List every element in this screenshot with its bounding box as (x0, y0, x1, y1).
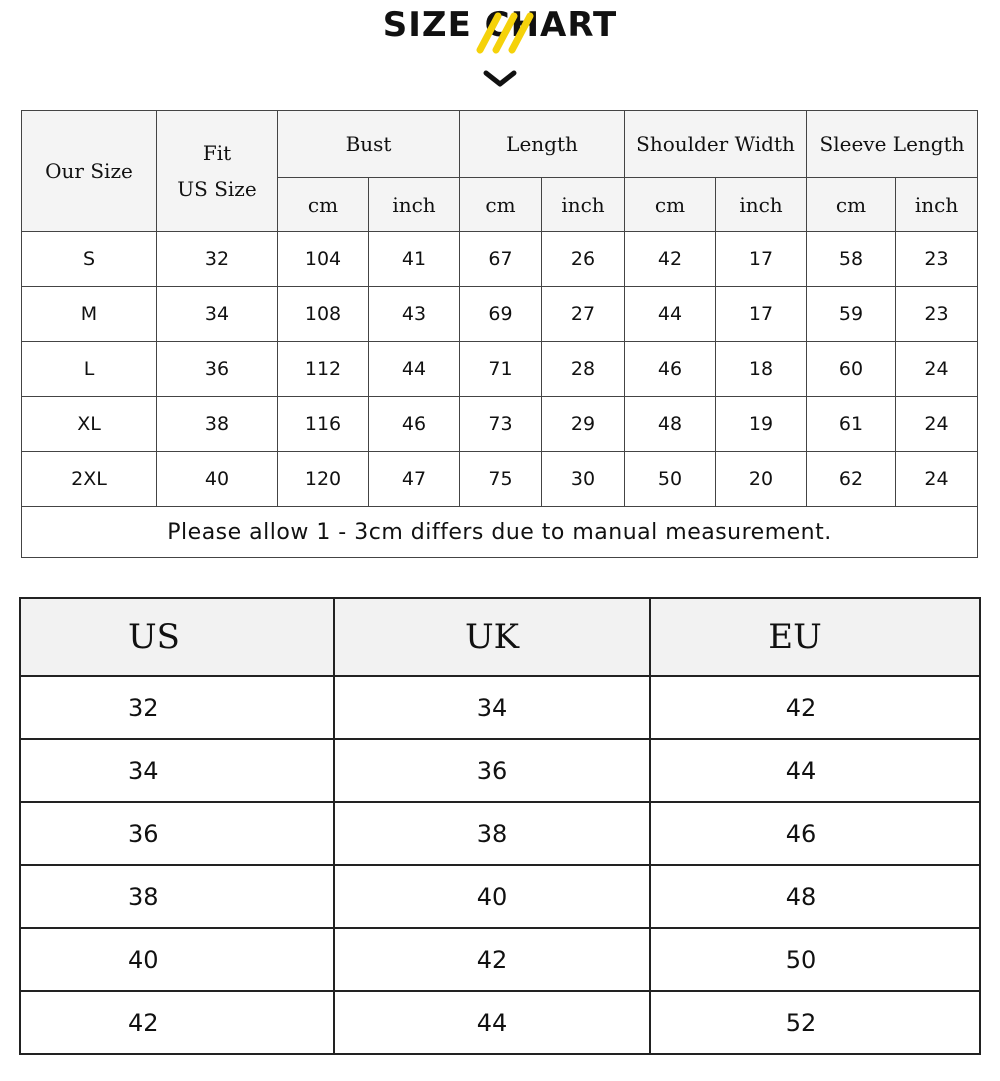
cell-us-size: 32 (157, 232, 278, 287)
cell-bust-inch: 47 (369, 452, 460, 507)
unit-header: cm (460, 178, 542, 232)
cell-shoulder-cm: 48 (625, 397, 716, 452)
cell-length-cm: 71 (460, 342, 542, 397)
cell-sleeve-inch: 23 (896, 287, 978, 342)
table-row (20, 865, 980, 928)
cell-uk: 42 (334, 928, 650, 991)
table-row (22, 397, 978, 452)
cell-us: 40 (20, 928, 334, 991)
highlight-stroke-icon (462, 10, 542, 54)
cell-us: 34 (20, 739, 334, 802)
cell-shoulder-inch: 20 (716, 452, 807, 507)
cell-length-inch: 29 (542, 397, 625, 452)
cell-shoulder-cm: 46 (625, 342, 716, 397)
table-row (22, 232, 978, 287)
unit-header: inch (369, 178, 460, 232)
measurement-note: Please allow 1 - 3cm differs due to manual measurement. (22, 507, 978, 558)
cell-us-size: 34 (157, 287, 278, 342)
cell-sleeve-inch: 24 (896, 342, 978, 397)
header-sleeve-length: Sleeve Length (807, 111, 978, 178)
cell-length-inch: 27 (542, 287, 625, 342)
header-eu: EU (650, 598, 980, 676)
title-area (0, 0, 1000, 100)
header-fit-us-size (157, 111, 278, 232)
cell-bust-cm: 104 (278, 232, 369, 287)
cell-shoulder-cm: 42 (625, 232, 716, 287)
cell-eu: 44 (650, 739, 980, 802)
cell-shoulder-inch: 17 (716, 287, 807, 342)
table-row (20, 739, 980, 802)
cell-sleeve-cm: 61 (807, 397, 896, 452)
cell-us: 32 (20, 676, 334, 739)
header-uk: UK (334, 598, 650, 676)
unit-header: cm (278, 178, 369, 232)
header-us: US (20, 598, 334, 676)
cell-uk: 34 (334, 676, 650, 739)
page-title: SIZE CHART (382, 5, 618, 45)
cell-shoulder-inch: 19 (716, 397, 807, 452)
cell-uk: 40 (334, 865, 650, 928)
cell-bust-inch: 46 (369, 397, 460, 452)
cell-us: 42 (20, 991, 334, 1054)
header-our-size: Our Size (22, 111, 157, 232)
cell-us-size: 36 (157, 342, 278, 397)
cell-shoulder-inch: 17 (716, 232, 807, 287)
unit-header: inch (542, 178, 625, 232)
cell-sleeve-inch: 23 (896, 232, 978, 287)
cell-length-inch: 30 (542, 452, 625, 507)
table-row (22, 287, 978, 342)
cell-eu: 52 (650, 991, 980, 1054)
cell-length-cm: 73 (460, 397, 542, 452)
header-shoulder-width: Shoulder Width (625, 111, 807, 178)
cell-bust-inch: 41 (369, 232, 460, 287)
unit-header: inch (716, 178, 807, 232)
header-length: Length (460, 111, 625, 178)
cell-length-cm: 67 (460, 232, 542, 287)
cell-sleeve-cm: 58 (807, 232, 896, 287)
size-chart-table (21, 110, 978, 558)
cell-uk: 44 (334, 991, 650, 1054)
cell-eu: 50 (650, 928, 980, 991)
chevron-down-icon (482, 68, 518, 90)
cell-sleeve-inch: 24 (896, 452, 978, 507)
table-row (20, 676, 980, 739)
unit-header: cm (807, 178, 896, 232)
cell-length-cm: 69 (460, 287, 542, 342)
cell-sleeve-inch: 24 (896, 397, 978, 452)
cell-bust-inch: 44 (369, 342, 460, 397)
cell-length-cm: 75 (460, 452, 542, 507)
cell-shoulder-cm: 50 (625, 452, 716, 507)
table-row (20, 991, 980, 1054)
cell-length-inch: 26 (542, 232, 625, 287)
cell-sleeve-cm: 60 (807, 342, 896, 397)
cell-bust-inch: 43 (369, 287, 460, 342)
cell-bust-cm: 112 (278, 342, 369, 397)
cell-sleeve-cm: 59 (807, 287, 896, 342)
cell-length-inch: 28 (542, 342, 625, 397)
cell-eu: 46 (650, 802, 980, 865)
cell-our-size: L (22, 342, 157, 397)
unit-header: cm (625, 178, 716, 232)
cell-our-size: 2XL (22, 452, 157, 507)
cell-our-size: M (22, 287, 157, 342)
cell-our-size: XL (22, 397, 157, 452)
cell-uk: 38 (334, 802, 650, 865)
size-conversion-table (19, 597, 981, 1055)
cell-our-size: S (22, 232, 157, 287)
cell-bust-cm: 108 (278, 287, 369, 342)
cell-us: 36 (20, 802, 334, 865)
cell-shoulder-cm: 44 (625, 287, 716, 342)
cell-sleeve-cm: 62 (807, 452, 896, 507)
cell-uk: 36 (334, 739, 650, 802)
table-row (20, 802, 980, 865)
cell-bust-cm: 120 (278, 452, 369, 507)
cell-us: 38 (20, 865, 334, 928)
cell-bust-cm: 116 (278, 397, 369, 452)
table-row (22, 452, 978, 507)
unit-header: inch (896, 178, 978, 232)
cell-us-size: 40 (157, 452, 278, 507)
cell-eu: 48 (650, 865, 980, 928)
header-us-size-label: US Size (177, 177, 257, 201)
header-fit-label: Fit (202, 141, 232, 165)
table-row (22, 342, 978, 397)
header-bust: Bust (278, 111, 460, 178)
cell-eu: 42 (650, 676, 980, 739)
cell-shoulder-inch: 18 (716, 342, 807, 397)
cell-us-size: 38 (157, 397, 278, 452)
table-row (20, 928, 980, 991)
